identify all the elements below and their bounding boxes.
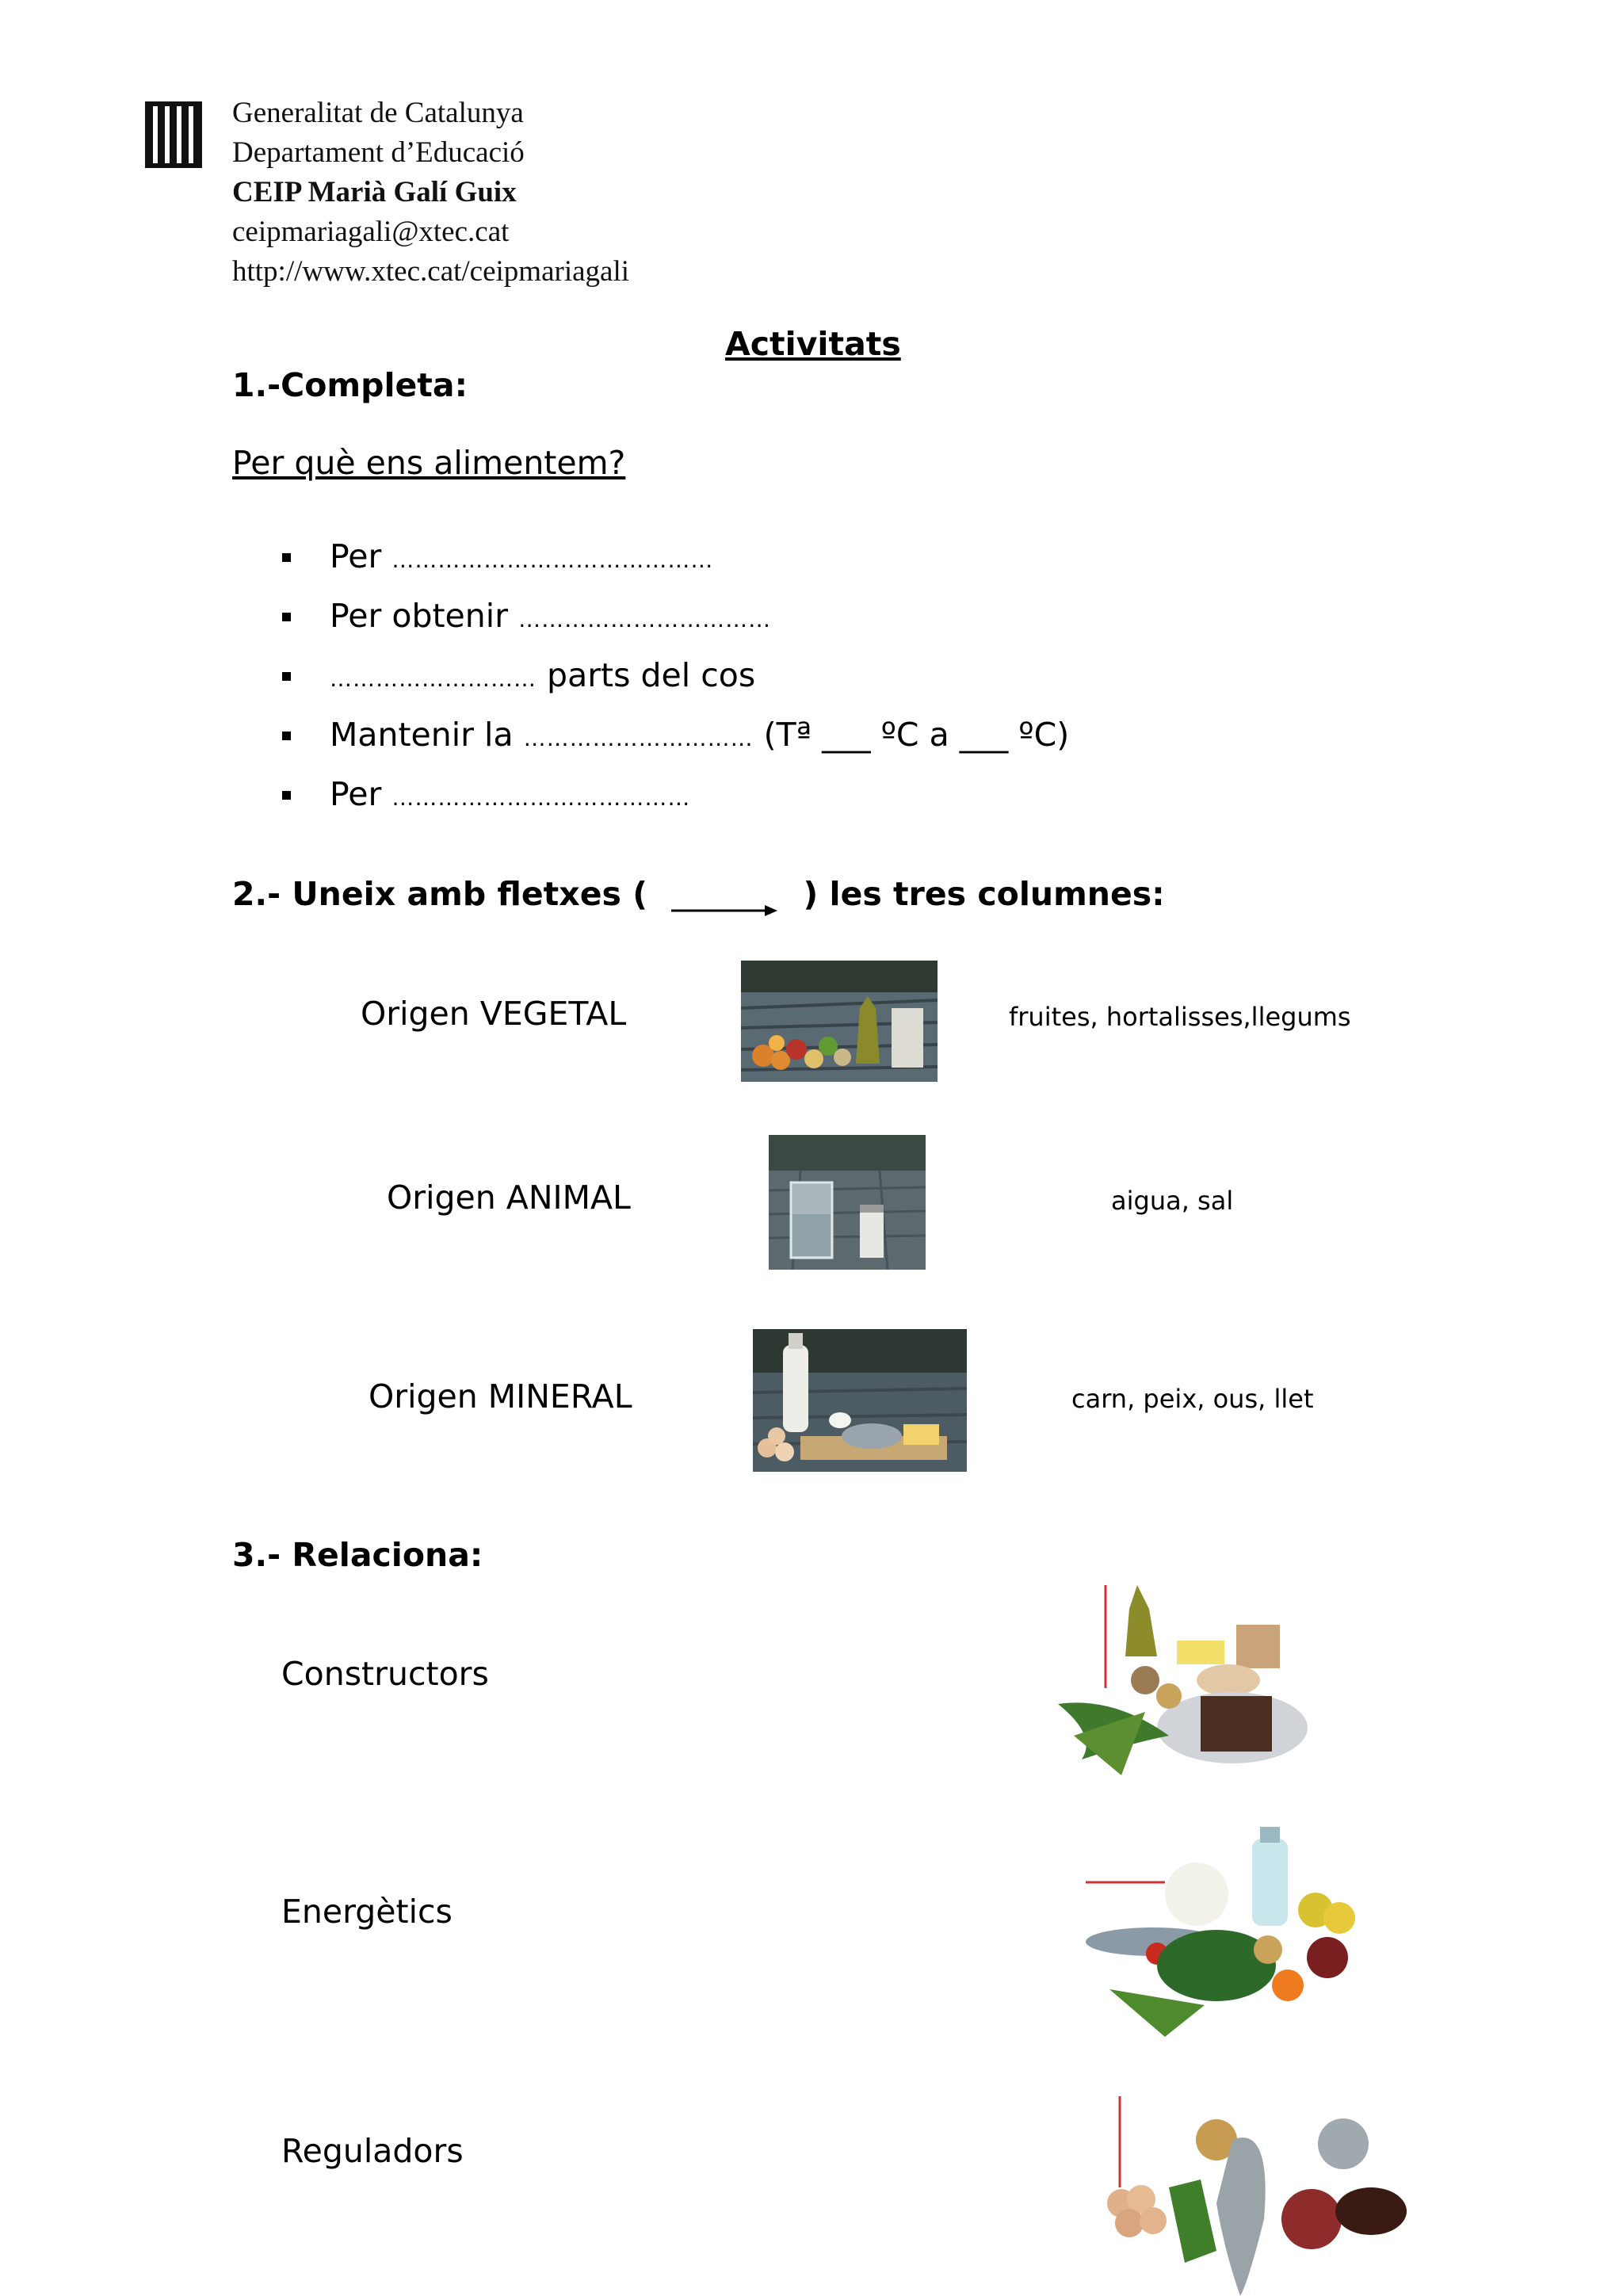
origin-mineral[interactable]: Origen MINERAL bbox=[369, 1377, 632, 1415]
origin-vegetal[interactable]: Origen VEGETAL bbox=[361, 995, 627, 1033]
school-header bbox=[232, 94, 629, 292]
list-item: Mantenir la ………………………… (Tª ___ ºC a ___ ºC) bbox=[282, 711, 1069, 770]
group-constructors[interactable]: Constructors bbox=[281, 1655, 489, 1693]
fill-blank[interactable]: …………………………… bbox=[518, 606, 772, 632]
list-item: ……………………… parts del cos bbox=[282, 651, 1069, 711]
page-title: Activitats bbox=[725, 325, 901, 363]
fill-blank[interactable]: ……………………… bbox=[330, 666, 537, 692]
water-salt-photo[interactable] bbox=[769, 1135, 926, 1270]
foods-animal[interactable]: carn, peix, ous, llet bbox=[1071, 1384, 1314, 1414]
building-foods-image[interactable] bbox=[1098, 2092, 1423, 2296]
header-line-url[interactable]: http://www.xtec.cat/ceipmariagali bbox=[232, 255, 630, 288]
group-energetics[interactable]: Energètics bbox=[281, 1893, 453, 1931]
list-item: Per obtenir …………………………… bbox=[282, 592, 1069, 651]
section1-question: Per què ens alimentem? bbox=[232, 444, 626, 482]
origin-animal[interactable]: Origen ANIMAL bbox=[387, 1179, 631, 1217]
energy-foods-image[interactable] bbox=[1050, 1577, 1335, 1791]
section1-heading: 1.-Completa: bbox=[232, 366, 468, 404]
section2-heading: 2.- Uneix amb fletxes ( ) les tres columnes: bbox=[232, 875, 1165, 913]
header-line-department: Departament d’Educació bbox=[232, 136, 525, 169]
section1-list bbox=[282, 533, 1069, 830]
header-line-institution: Generalitat de Catalunya bbox=[232, 97, 524, 129]
arrow-right-icon bbox=[670, 888, 781, 904]
foods-water-salt[interactable]: aigua, sal bbox=[1111, 1186, 1234, 1216]
fill-blank[interactable]: ………………………… bbox=[523, 725, 754, 751]
vegetal-foods-photo[interactable] bbox=[741, 961, 938, 1082]
generalitat-logo-icon bbox=[145, 101, 202, 168]
fill-blank[interactable]: …………………………………… bbox=[391, 547, 714, 573]
group-reguladors[interactable]: Reguladors bbox=[281, 2132, 464, 2170]
list-item: Per ………………………………… bbox=[282, 770, 1069, 830]
fill-blank[interactable]: ………………………………… bbox=[391, 785, 691, 811]
regulating-foods-image[interactable] bbox=[1078, 1823, 1379, 2045]
section3-heading: 3.- Relaciona: bbox=[232, 1536, 483, 1574]
list-item: Per …………………………………… bbox=[282, 533, 1069, 592]
header-line-email[interactable]: ceipmariagali@xtec.cat bbox=[232, 216, 510, 248]
animal-foods-photo[interactable] bbox=[753, 1329, 967, 1472]
temperature-range: (Tª ___ ºC a ___ ºC) bbox=[763, 716, 1070, 754]
foods-vegetal[interactable]: fruites, hortalisses,llegums bbox=[1009, 1002, 1351, 1032]
header-line-school: CEIP Marià Galí Guix bbox=[232, 176, 517, 208]
